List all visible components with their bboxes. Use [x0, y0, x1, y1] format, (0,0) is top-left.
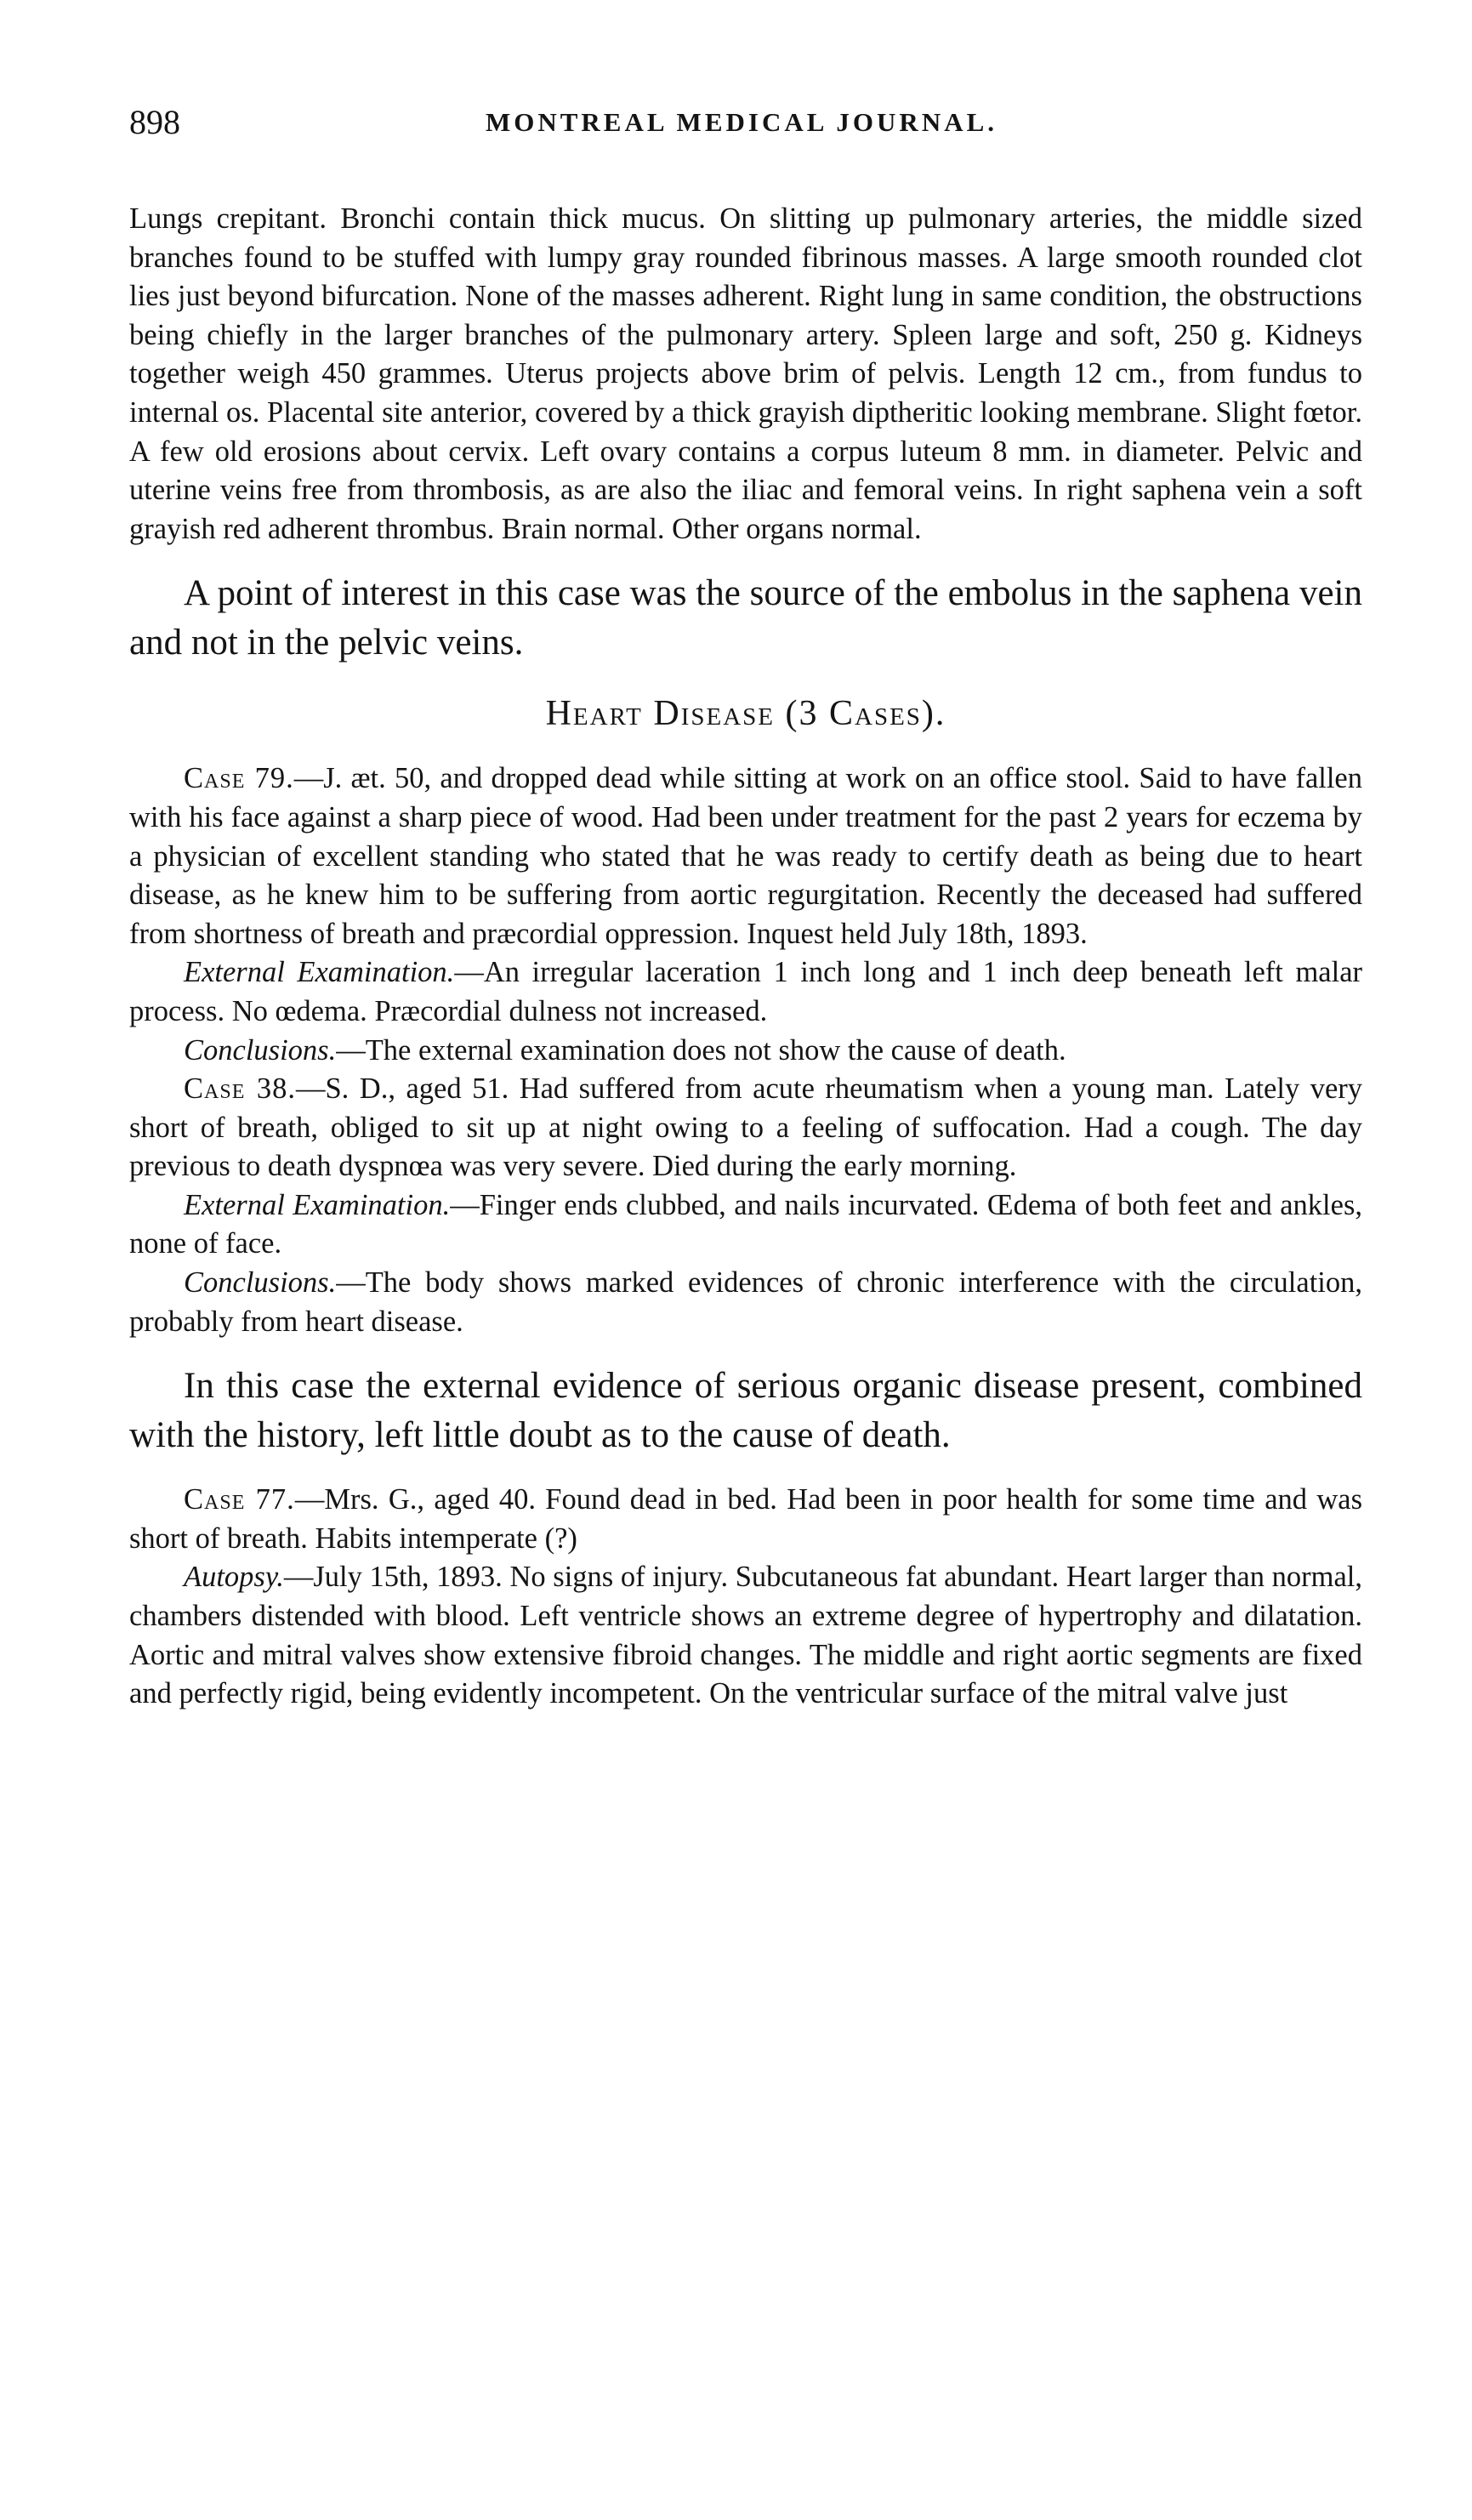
case-38-conclusion-label: Conclusions.: [184, 1266, 337, 1300]
case-38-exam-paragraph: [129, 1186, 1362, 1264]
autopsy-continuation-paragraph: Lungs crepitant. Bronchi contain thick mucus. On slitting up pulmonary arteries, the middle sized branches found to be stuffed with lumpy gray rounded fibrinous masses. A large smooth rounded clot lies just beyond bifurcation. None of the masses adherent. Right lung in same condition, the obstructions being chiefly in the larger branches of the pulmonary artery. Spleen large and soft, 250 g. Kidneys together weigh 450 grammes. Uterus projects above brim of pelvis. Length 12 cm., from fundus to internal os. Placental site anterior, covered by a thick grayish diptheritic looking membrane. Slight fœtor. A few old erosions about cervix. Left ovary contains a corpus luteum 8 mm. in diameter. Pelvic and uterine veins free from thrombosis, as are also the iliac and femoral veins. In right saphena vein a soft grayish red adherent thrombus. Brain normal. Other organs normal.: [129, 202, 1362, 545]
running-title: MONTREAL MEDICAL JOURNAL.: [485, 107, 998, 137]
case-77-paragraph: [129, 1481, 1362, 1558]
case-79-conclusion-label: Conclusions.: [184, 1033, 337, 1067]
case-77-autopsy-paragraph: [129, 1558, 1362, 1713]
case-77-label: Case 77.: [184, 1483, 295, 1516]
case-79-conclusion-paragraph: [129, 1032, 1362, 1071]
case-77-autopsy-label: Autopsy.: [184, 1561, 284, 1594]
case-38-note-paragraph: In this case the external evidence of serious organic disease present, combined with the history, left little doubt as to the cause of death.: [129, 1366, 1362, 1456]
embolus-note-paragraph: A point of interest in this case was the source of the embolus in the saphena vein and not in the pelvic veins.: [129, 573, 1362, 663]
case-38-exam-text: —Finger ends clubbed, and nails incurvated. Œdema of both feet and ankles, none of face.: [129, 1188, 1362, 1260]
case-79-label: Case 79.: [184, 762, 294, 795]
case-79-conclusion-text: —The external examination does not show the cause of death.: [336, 1033, 1066, 1067]
case-38-paragraph: [129, 1070, 1362, 1186]
case-38-conclusion-paragraph: [129, 1264, 1362, 1341]
case-79-exam-paragraph: [129, 953, 1362, 1031]
case-38-conclusion-text: —The body shows marked evidences of chronic interference with the circulation, probably from heart disease.: [129, 1266, 1362, 1338]
case-79-paragraph: [129, 759, 1362, 953]
section-heading: Heart Disease (3 Cases).: [545, 694, 946, 734]
text-column: [129, 200, 1362, 1714]
case-38-exam-label: External Examination.: [184, 1188, 451, 1221]
case-79-history: —J. æt. 50, and dropped dead while sitting at work on an office stool. Said to have fallen with his face against a sharp piece of wood. Had been under treatment for the past 2 years for eczema by a physician of excellent standing who stated that he was ready to certify death as being due to heart disease, as he knew him to be suffering from aortic regurgitation. Recently the deceased had suffered from shortness of breath and præcordial oppression. Inquest held July 18th, 1893.: [129, 762, 1362, 950]
case-79-exam-text: —An irregular laceration 1 inch long and 1 inch deep beneath left malar process. No œdema. Præcordial dulness not increased.: [129, 956, 1362, 1027]
page-number: 898: [129, 103, 180, 141]
case-79-exam-label: External Examination.: [184, 956, 455, 989]
case-38-label: Case 38.: [184, 1072, 296, 1106]
case-77-autopsy-text: —July 15th, 1893. No signs of injury. Subcutaneous fat abundant. Heart larger than normal, chambers distended with blood. Left ventricle shows an extreme degree of hypertrophy and dilatation. Aortic and mitral valves show extensive fibroid changes. The middle and right aortic segments are fixed and perfectly rigid, being evidently incompetent. On the ventricular surface of the mitral valve just: [129, 1561, 1362, 1710]
case-38-history: —S. D., aged 51. Had suffered from acute rheumatism when a young man. Lately very short of breath, obliged to sit up at night owing to a feeling of suffocation. Had a cough. The day previous to death dyspnœa was very severe. Died during the early morning.: [129, 1072, 1362, 1183]
page-header: [129, 102, 1354, 170]
case-77-history: —Mrs. G., aged 40. Found dead in bed. Had been in poor health for some time and was short of breath. Habits intemperate (?): [129, 1483, 1362, 1555]
